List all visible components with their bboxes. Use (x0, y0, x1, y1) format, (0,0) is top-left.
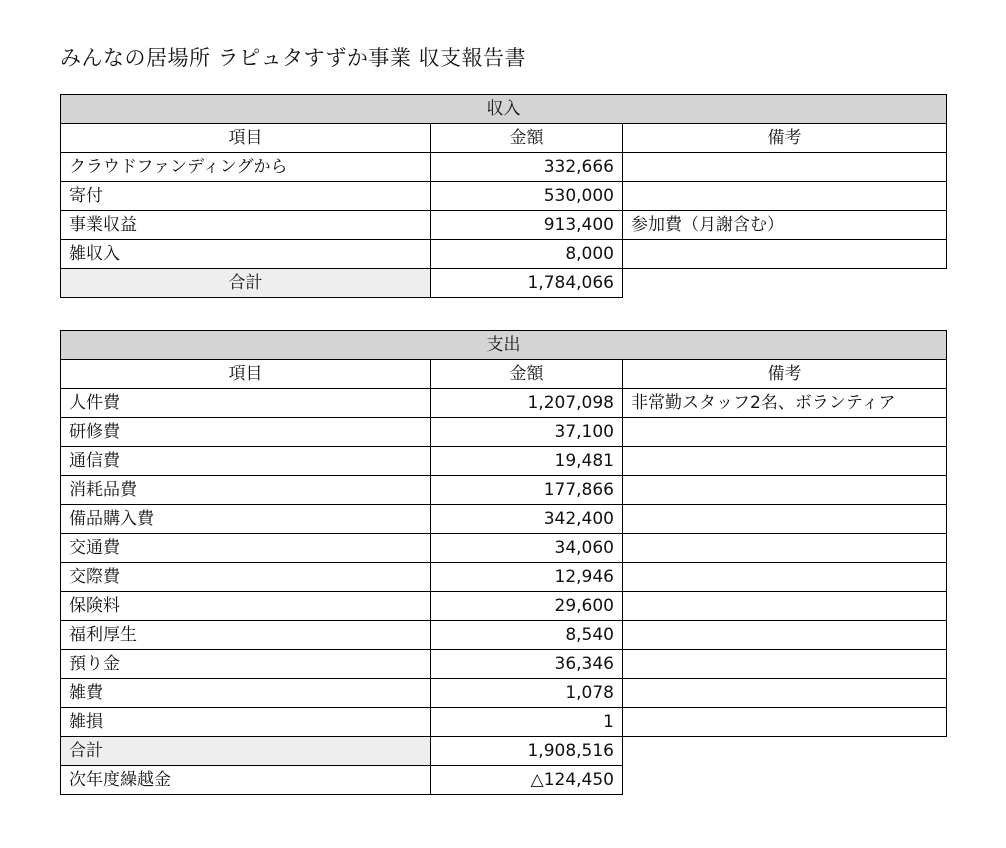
income-amount-cell: 332,666 (431, 153, 623, 182)
expense-item-cell: 人件費 (61, 389, 431, 418)
expense-row (61, 563, 947, 592)
expense-item-cell: 研修費 (61, 418, 431, 447)
expense-note-cell (623, 592, 947, 621)
expense-row (61, 418, 947, 447)
expense-amount-cell: 8,540 (431, 621, 623, 650)
expense-row (61, 679, 947, 708)
expense-amount-cell: 342,400 (431, 505, 623, 534)
expense-note-cell (623, 679, 947, 708)
expense-item-cell: 預り金 (61, 650, 431, 679)
income-note-cell: 参加費（月謝含む） (623, 211, 947, 240)
expense-heading: 支出 (61, 331, 947, 360)
expense-item-header: 項目 (61, 360, 431, 389)
expense-item-cell: 雑費 (61, 679, 431, 708)
income-heading-row (61, 95, 947, 124)
expense-heading-row (61, 331, 947, 360)
income-item-cell: 事業収益 (61, 211, 431, 240)
income-total-amount: 1,784,066 (431, 269, 623, 298)
income-item-cell: 寄付 (61, 182, 431, 211)
income-header-row (61, 124, 947, 153)
expense-note-cell (623, 708, 947, 737)
expense-item-cell: 備品購入費 (61, 505, 431, 534)
expense-amount-cell: 177,866 (431, 476, 623, 505)
expense-table (60, 330, 947, 795)
income-item-header: 項目 (61, 124, 431, 153)
expense-amount-cell: 1,207,098 (431, 389, 623, 418)
expense-note-cell (623, 447, 947, 476)
income-total-label: 合計 (61, 269, 431, 298)
income-item-cell: 雑収入 (61, 240, 431, 269)
expense-amount-cell: 37,100 (431, 418, 623, 447)
expense-row (61, 447, 947, 476)
expense-note-cell (623, 418, 947, 447)
expense-row (61, 476, 947, 505)
empty-cell (623, 766, 947, 795)
expense-amount-cell: 29,600 (431, 592, 623, 621)
income-amount-cell: 530,000 (431, 182, 623, 211)
income-heading: 収入 (61, 95, 947, 124)
income-amount-cell: 913,400 (431, 211, 623, 240)
expense-total-row (61, 737, 947, 766)
expense-item-cell: 保険料 (61, 592, 431, 621)
expense-total-label: 合計 (61, 737, 431, 766)
income-note-cell (623, 240, 947, 269)
expense-note-cell (623, 534, 947, 563)
income-note-header: 備考 (623, 124, 947, 153)
expense-item-cell: 福利厚生 (61, 621, 431, 650)
expense-row (61, 389, 947, 418)
income-row (61, 153, 947, 182)
expense-amount-cell: 34,060 (431, 534, 623, 563)
expense-note-cell (623, 621, 947, 650)
expense-amount-cell: 1,078 (431, 679, 623, 708)
expense-row (61, 708, 947, 737)
expense-row (61, 534, 947, 563)
carryover-amount: △124,450 (431, 766, 623, 795)
income-row (61, 240, 947, 269)
expense-note-cell (623, 476, 947, 505)
expense-row (61, 621, 947, 650)
income-amount-header: 金額 (431, 124, 623, 153)
expense-total-amount: 1,908,516 (431, 737, 623, 766)
document-title: みんなの居場所 ラピュタすずか事業 収支報告書 (60, 46, 527, 70)
income-item-cell: クラウドファンディングから (61, 153, 431, 182)
expense-item-cell: 交際費 (61, 563, 431, 592)
expense-note-cell (623, 505, 947, 534)
expense-header-row (61, 360, 947, 389)
income-row (61, 182, 947, 211)
expense-row (61, 650, 947, 679)
income-note-cell (623, 153, 947, 182)
expense-note-cell (623, 563, 947, 592)
expense-item-cell: 雑損 (61, 708, 431, 737)
empty-cell (623, 737, 947, 766)
expense-note-cell (623, 650, 947, 679)
income-row (61, 211, 947, 240)
income-amount-cell: 8,000 (431, 240, 623, 269)
expense-amount-cell: 36,346 (431, 650, 623, 679)
expense-amount-cell: 1 (431, 708, 623, 737)
carryover-row (61, 766, 947, 795)
income-table (60, 94, 947, 298)
expense-amount-cell: 19,481 (431, 447, 623, 476)
expense-note-cell: 非常勤スタッフ2名、ボランティア (623, 389, 947, 418)
expense-row (61, 505, 947, 534)
expense-item-cell: 通信費 (61, 447, 431, 476)
income-note-cell (623, 182, 947, 211)
income-total-row (61, 269, 947, 298)
expense-amount-cell: 12,946 (431, 563, 623, 592)
empty-cell (623, 269, 947, 298)
expense-row (61, 592, 947, 621)
expense-item-cell: 消耗品費 (61, 476, 431, 505)
expense-amount-header: 金額 (431, 360, 623, 389)
carryover-label: 次年度繰越金 (61, 766, 431, 795)
expense-note-header: 備考 (623, 360, 947, 389)
expense-item-cell: 交通費 (61, 534, 431, 563)
